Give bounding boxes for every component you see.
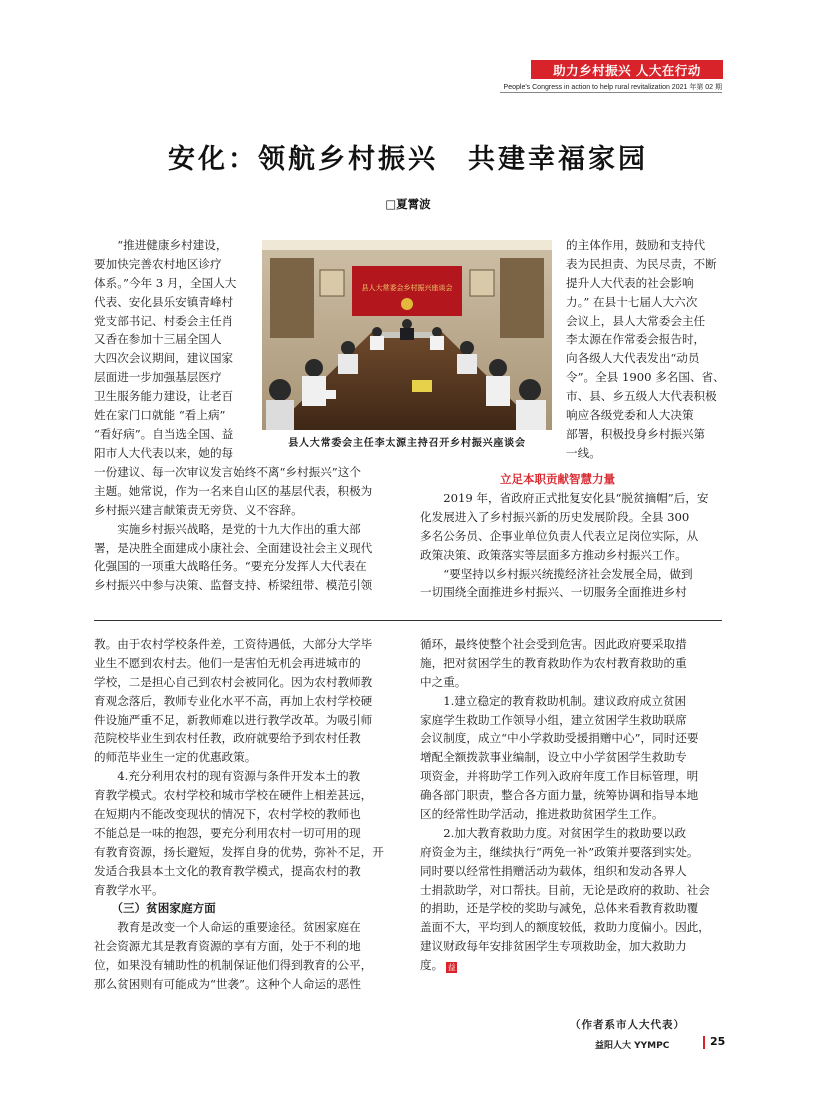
text-line: 教。由于农村学校条件差，工资待遇低，大部分大学毕 bbox=[94, 637, 373, 651]
text-line: 表为民担责、为民尽责，不断 bbox=[566, 256, 717, 271]
text-line: 化发展进入了乡村振兴新的历史发展阶段。全县 300 bbox=[420, 509, 690, 524]
text-line: “推进健康乡村建设， bbox=[94, 238, 228, 252]
text-line: 度。 益 bbox=[420, 958, 456, 973]
text-line: 大四次会议期间，建议国家 bbox=[94, 351, 234, 366]
text-line: 的捐助，还是学校的奖助与减免，总体来看教育救助覆 bbox=[420, 901, 699, 916]
article-end-mark: 益 bbox=[447, 963, 456, 973]
text-line: 在短期内不能改变现状的情况下，农村学校的教师也 bbox=[94, 807, 361, 822]
text-line: 那么贫困则有可能成为“世袭”。这种个人命运的恶性 bbox=[94, 977, 361, 992]
text-line: 实施乡村振兴战略，是党的十九大作出的重大部 bbox=[94, 521, 361, 536]
upper-left-column bbox=[94, 236, 256, 463]
text-line: 政策决策、政策落实等层面多方推动乡村振兴工作。 bbox=[420, 547, 687, 562]
text-line: 府资金为主，继续执行“两免一补”政策并要落到实处。 bbox=[420, 844, 699, 859]
text-line: 区的经常性助学活动，推进救助贫困学生工作。 bbox=[420, 807, 664, 822]
text-line: 李太源在作常委会报告时， bbox=[566, 332, 706, 347]
text-line: 署，是决胜全面建成小康社会、全面建设社会主义现代 bbox=[94, 540, 373, 555]
text-line: 育观念落后，教师专业化水平不高，再加上农村学校硬 bbox=[94, 693, 373, 708]
magazine-name: 益阳人大 YYMPC bbox=[595, 1041, 670, 1051]
text-line: 建议财政每年安排贫困学生专项救助金，加大救助力 bbox=[420, 939, 687, 954]
text-line: 市、县、乡五级人大代表积极 bbox=[566, 389, 717, 404]
text-line: 有教育资源，扬长避短，发挥自身的优势，弥补不足，开 bbox=[94, 844, 384, 859]
text-line: 1.建立稳定的教育救助机制。建议政府成立贫困 bbox=[420, 693, 687, 708]
text-line: 会议上，县人大常委会主任 bbox=[566, 313, 706, 328]
text-line: 的师范毕业生一定的优惠政策。 bbox=[94, 750, 257, 765]
lower-left-column bbox=[94, 635, 406, 994]
text-line: 阳市人大代表以来，她的每 bbox=[94, 445, 234, 460]
text-line: 令”。全县 1900 多名国、省、 bbox=[566, 370, 725, 385]
text-line: 育教学模式。农村学校和城市学校在硬件上相差甚远， bbox=[94, 788, 373, 803]
text-line: 循环，最终使整个社会受到危害。因此政府要采取措 bbox=[420, 637, 687, 651]
article-title: 安化：领航乡村振兴 共建幸福家园 bbox=[168, 144, 648, 175]
text-line: 一线。 bbox=[566, 445, 601, 460]
text-line: 乡村振兴建言献策责无旁贷、义不容辞。 bbox=[94, 502, 303, 517]
text-line: 响应各级党委和人大决策 bbox=[566, 408, 694, 423]
column-title: 助力乡村振兴 人大在行动 bbox=[553, 62, 701, 78]
text-line: 教育是改变一个人命运的重要途径。贫困家庭在 bbox=[94, 920, 361, 935]
text-line: 不能总是一味的抱怨，要充分利用农村一切可用的现 bbox=[94, 825, 361, 840]
text-line: 确各部门职责，整合各方面力量，统筹协调和指导本地 bbox=[420, 788, 699, 803]
text-line: 盖面不大，平均到人的额度较低，救助力度偏小。因此， bbox=[420, 920, 710, 935]
text-line: 体系。”今年 3 月，全国人大 bbox=[94, 275, 237, 290]
text-line: 社会资源尤其是教育资源的享有方面，处于不利的地 bbox=[94, 939, 361, 954]
text-line: 的主体作用，鼓励和支持代 bbox=[566, 238, 706, 252]
text-line: 育教学水平。 bbox=[94, 882, 164, 897]
text-line: 同时要以经常性捐赠活动为载体，组织和发动各界人 bbox=[420, 863, 687, 878]
text-line: 要加快完善农村地区诊疗 bbox=[94, 256, 222, 271]
meeting-photo bbox=[262, 240, 552, 430]
text-line: 范院校毕业生到农村任教，政府就要给予到农村任教 bbox=[94, 731, 361, 746]
text-line: 部署，积极投身乡村振兴第 bbox=[566, 426, 706, 441]
text-line: 一切围绕全面推进乡村振兴、一切服务全面推进乡村 bbox=[420, 585, 687, 600]
section-divider bbox=[94, 620, 722, 621]
page-number-separator bbox=[703, 1036, 705, 1049]
text-line: 施，把对贫困学生的教育救助作为农村教育救助的重 bbox=[420, 655, 687, 670]
text-line: （三）贫困家庭方面 bbox=[94, 901, 216, 916]
text-line: 项资金，并将助学工作列入政府年度工作目标管理，明 bbox=[420, 769, 699, 784]
article-author: □夏霄波 bbox=[385, 197, 431, 211]
upper-right-column bbox=[566, 236, 726, 463]
text-line: 又香在参加十三届全国人 bbox=[94, 332, 222, 347]
meeting-photo-image bbox=[262, 240, 552, 430]
column-banner bbox=[531, 60, 723, 79]
photo-caption: 县人大常委会主任李太源主持召开乡村振兴座谈会 bbox=[288, 438, 526, 449]
text-line: 4.充分利用农村的现有资源与条件开发本土的教 bbox=[94, 769, 361, 784]
section-subheading: 立足本职贡献智慧力量 bbox=[500, 472, 615, 486]
text-line: 党支部书记、村委会主任肖 bbox=[94, 313, 234, 328]
header-rule bbox=[500, 92, 722, 93]
text-line: 一份建议、每一次审议发言始终不离“乡村振兴”这个 bbox=[94, 465, 361, 479]
text-line: 向各级人大代表发出“动员 bbox=[566, 351, 700, 366]
text-line: 士捐款助学，对口帮扶。目前，无论是政府的救助、社会 bbox=[420, 882, 710, 897]
photo-banner-text: 县人大常委会乡村振兴座谈会 bbox=[361, 284, 453, 292]
text-line: 件设施严重不足，新教师难以进行教学改革。为吸引师 bbox=[94, 712, 373, 727]
text-line: 家庭学生救助工作领导小组，建立贫困学生救助联席 bbox=[420, 712, 687, 727]
text-line: 姓在家门口就能 “看上病” bbox=[94, 408, 226, 423]
text-line: 增配全额拨款事业编制，设立中小学贫困学生救助专 bbox=[420, 750, 687, 765]
text-line: 发适合我县本土文化的教育教学模式，提高农村的教 bbox=[94, 863, 361, 878]
upper-right-wide-column bbox=[420, 489, 726, 602]
text-line: 乡村振兴中参与决策、监督支持、桥梁纽带、模范引领 bbox=[94, 578, 373, 593]
text-line: 2.加大教育救助力度。对贫困学生的救助要以政 bbox=[420, 825, 687, 840]
text-line: 卫生服务能力建设，让老百 bbox=[94, 389, 234, 404]
text-line: 2019 年，省政府正式批复安化县“脱贫摘帽”后，安 bbox=[420, 491, 709, 505]
text-line: 中之重。 bbox=[420, 674, 467, 689]
text-line: 会议制度，成立“中小学救助受援捐赠中心”，同时还要 bbox=[420, 731, 699, 746]
text-line: “要坚持以乡村振兴统揽经济社会发展全局，做到 bbox=[420, 566, 693, 581]
text-line: 化强国的一项重大战略任务。“要充分发挥人大代表在 bbox=[94, 559, 367, 574]
text-line: 代表、安化县乐安镇青峰村 bbox=[94, 294, 234, 309]
text-line: 主题。她常说，作为一名来自山区的基层代表，积极为 bbox=[94, 483, 373, 498]
text-line: 多名公务员、企事业单位负责人代表立足岗位实际，从 bbox=[420, 528, 699, 543]
text-line: “看好病”。自当选全国、益 bbox=[94, 426, 234, 441]
issue-subtitle: People's Congress in action to help rural revitalization 2021 年第 02 期 bbox=[503, 84, 722, 91]
text-line: 提升人大代表的社会影响 bbox=[566, 275, 694, 290]
upper-left-wide-column bbox=[94, 463, 406, 595]
author-byline: （作者系市人大代表） bbox=[570, 1019, 685, 1031]
text-line: 层面进一步加强基层医疗 bbox=[94, 370, 222, 385]
text-line: 力。” 在县十七届人大六次 bbox=[566, 294, 698, 309]
text-line: 学校，二是担心自己到农村会被同化。因为农村教师教 bbox=[94, 674, 373, 689]
text-line: 业生不愿到农村去。他们一是害怕无机会再进城市的 bbox=[94, 655, 361, 670]
page-number: 25 bbox=[710, 1035, 726, 1048]
text-line: 位，如果没有辅助性的机制保证他们得到教育的公平， bbox=[94, 958, 373, 973]
lower-right-column bbox=[420, 635, 726, 975]
